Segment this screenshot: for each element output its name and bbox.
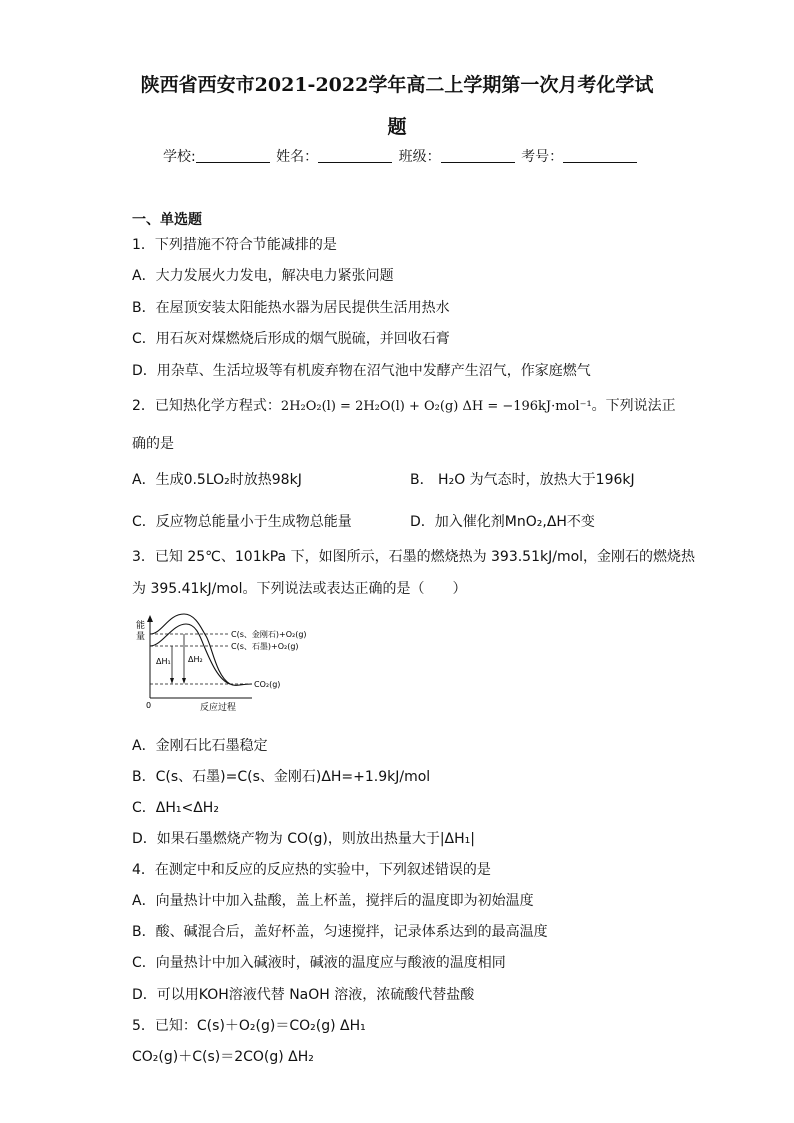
q1-stem: 1．下列措施不符合节能减排的是 xyxy=(132,237,337,253)
dh2-arrow-head xyxy=(182,678,186,684)
section-heading: 一、单选题 xyxy=(132,212,202,228)
class-blank[interactable] xyxy=(441,148,515,163)
diamond-label: C(s、金刚石)+O₂(g) xyxy=(231,630,307,639)
q4-option-d: D．可以用KOH溶液代替 NaOH 溶液，浓硫酸代替盐酸 xyxy=(132,987,475,1003)
q2-option-b: B． H₂O 为气态时，放热大于196kJ xyxy=(410,472,635,488)
q5-line2: CO₂(g)＋C(s)＝2CO(g) ΔH₂ xyxy=(132,1049,314,1065)
q1-option-c: C．用石灰对煤燃烧后形成的烟气脱硫，并回收石膏 xyxy=(132,331,450,347)
school-blank[interactable] xyxy=(196,148,270,163)
dh2-label: ΔH₂ xyxy=(188,655,203,664)
q4-option-c: C．向量热计中加入碱液时，碱液的温度应与酸液的温度相同 xyxy=(132,955,506,971)
q3-option-a: A．金刚石比石墨稳定 xyxy=(132,738,268,754)
q3-option-c: C．ΔH₁<ΔH₂ xyxy=(132,800,219,816)
q3-stem-line1: 3．已知 25℃、101kPa 下，如图所示，石墨的燃烧热为 393.51kJ/mol，金刚石的燃烧热 xyxy=(132,549,696,565)
q4-option-b: B．酸、碱混合后，盖好杯盖，匀速搅拌，记录体系达到的最高温度 xyxy=(132,924,548,940)
q1-option-a: A．大力发展火力发电，解决电力紧张问题 xyxy=(132,268,394,284)
graphite-label: C(s、石墨)+O₂(g) xyxy=(231,642,299,651)
exam-title-line1: 陕西省西安市2021-2022学年高二上学期第一次月考化学试 xyxy=(140,74,654,96)
name-blank[interactable] xyxy=(318,148,392,163)
q2-option-a: A．生成0.5LO₂时放热98kJ xyxy=(132,472,302,488)
q2-stem-prefix: 2．已知热化学方程式： xyxy=(132,398,281,414)
q4-stem: 4．在测定中和反应的反应热的实验中，下列叙述错误的是 xyxy=(132,862,491,878)
exam-title-line2: 题 xyxy=(387,116,407,138)
q2-equation: 2H₂O₂(l) = 2H₂O(l) + O₂(g) ΔH = −196kJ·mol⁻¹ xyxy=(280,399,592,414)
q4-option-a: A．向量热计中加入盐酸，盖上杯盖，搅拌后的温度即为初始温度 xyxy=(132,893,534,909)
q1-option-b: B．在屋顶安装太阳能热水器为居民提供生活用热水 xyxy=(132,300,450,316)
co2-label: CO₂(g) xyxy=(254,680,281,689)
name-label: 姓名： xyxy=(276,149,319,165)
class-label: 班级： xyxy=(398,149,441,165)
number-blank[interactable] xyxy=(563,148,637,163)
q2-stem-suffix: 。下列说法正 xyxy=(591,398,676,414)
number-label: 考号： xyxy=(521,149,564,165)
school-label: 学校: xyxy=(163,149,196,165)
graphite-curve xyxy=(150,624,230,684)
y-label-2: 量 xyxy=(136,632,146,642)
dh1-arrow-head xyxy=(170,678,174,684)
q3-stem-line2: 为 395.41kJ/mol。下列说法或表达正确的是（ ） xyxy=(132,581,467,597)
q2-stem-line2: 确的是 xyxy=(132,436,174,452)
origin-label: 0 xyxy=(146,701,152,710)
y-label-1: 能 xyxy=(136,621,146,631)
q1-option-d: D．用杂草、生活垃圾等有机废弃物在沼气池中发酵产生沼气，作家庭燃气 xyxy=(132,363,591,379)
y-axis-arrow xyxy=(147,615,153,622)
q2-option-c: C．反应物总能量小于生成物总能量 xyxy=(132,514,352,530)
q2-option-d: D．加入催化剂MnO₂,ΔH不变 xyxy=(410,514,595,530)
q2-stem xyxy=(132,395,676,415)
x-label: 反应过程 xyxy=(200,703,237,712)
energy-diagram xyxy=(134,612,349,712)
dh1-label: ΔH₁ xyxy=(156,657,171,666)
q5-stem: 5．已知：C(s)＋O₂(g)＝CO₂(g) ΔH₁ xyxy=(132,1018,366,1034)
q3-option-b: B．C(s、石墨)=C(s、金刚石)ΔH=+1.9kJ/mol xyxy=(132,769,431,785)
student-info-line xyxy=(163,146,639,166)
q3-option-d: D．如果石墨燃烧产物为 CO(g)，则放出热量大于|ΔH₁| xyxy=(132,831,475,847)
